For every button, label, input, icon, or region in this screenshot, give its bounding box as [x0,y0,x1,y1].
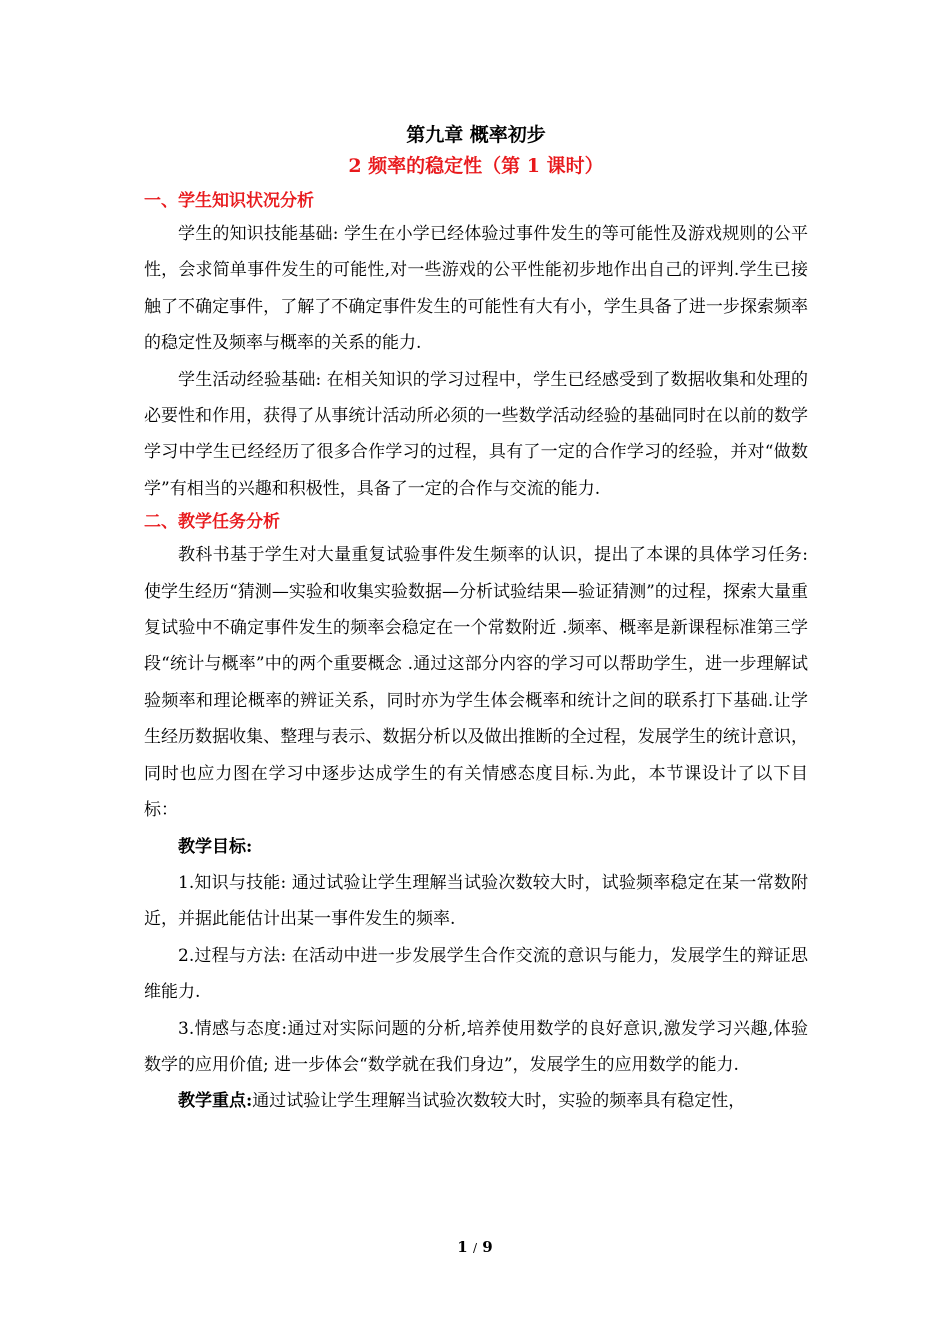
page-content [144,120,808,1120]
teaching-key-point [144,1083,808,1119]
section-heading-student-analysis: 一、学生知识状况分析 [144,191,314,211]
page-current: 1 [457,1238,468,1256]
section-heading-task-analysis: 二、教学任务分析 [144,512,280,533]
page-separator: / [472,1241,478,1255]
goal-process-method: 2.过程与方法: 在活动中进一步发展学生合作交流的意识与能力，发展学生的辩证思维能力. [144,945,808,1003]
paragraph-knowledge-basis: 学生的知识技能基础: 学生在小学已经体验过事件发生的等可能性及游戏规则的公平性，会求简单事件发生的可能性,对一些游戏的公平性能初步地作出自己的评判.学生已接触了不确定事件，了解了不确定事件发生的可能性有大有小，学生具备了进一步探索频率的稳定性及频率与概率的关系的能力. [144,224,808,354]
goal-knowledge-skills: 1.知识与技能: 通过试验让学生理解当试验次数较大时，试验频率稳定在某一常数附近，并据此能估计出某一事件发生的频率. [144,872,808,930]
teaching-goals-label: 教学目标: [178,836,253,857]
paragraph-task-analysis: 教科书基于学生对大量重复试验事件发生频率的认识，提出了本课的具体学习任务: 使学生经历“猜测—实验和收集实验数据—分析试验结果—验证猜测”的过程，探索大量重复试验中不确定事件发生的频率会稳定在一个常数附近 .频率、概率是新课程标准第三学段“统计与概率”中的两个重要概念 .通过这部分内容的学习可以帮助学生，进一步理解试验频率和理论概率的辨证关系，同时亦为学生体会概率和统计之间的联系打下基础.让学生经历数据收集、整理与表示、数据分析以及做出推断的全过程，发展学生的统计意识，同时也应力图在学习中逐步达成学生的有关情感态度目标.为此，本节课设计了以下目标： [144,545,808,821]
lesson-title: 2 频率的稳定性（第 1 课时） [348,155,604,177]
paragraph-activity-basis: 学生活动经验基础: 在相关知识的学习过程中，学生已经感受到了数据收集和处理的必要性和作用，获得了从事统计活动所必须的一些数学活动经验的基础同时在以前的数学学习中学生已经经历了很多合作学习的过程，具有了一定的合作学习的经验，并对“做数学”有相当的兴趣和积极性，具备了一定的合作与交流的能力. [144,369,808,499]
page-number [0,1237,950,1258]
teaching-key-label: 教学重点: [178,1091,253,1112]
page-total: 9 [482,1238,493,1256]
teaching-key-text: 通过试验让学生理解当试验次数较大时，实验的频率具有稳定性， [252,1091,746,1112]
chapter-title: 第九章 概率初步 [406,124,546,146]
goal-emotion-attitude: 3.情感与态度:通过对实际问题的分析,培养使用数学的良好意识,激发学习兴趣,体验数学的应用价值; 进一步体会“数学就在我们身边”，发展学生的应用数学的能力. [144,1018,808,1075]
